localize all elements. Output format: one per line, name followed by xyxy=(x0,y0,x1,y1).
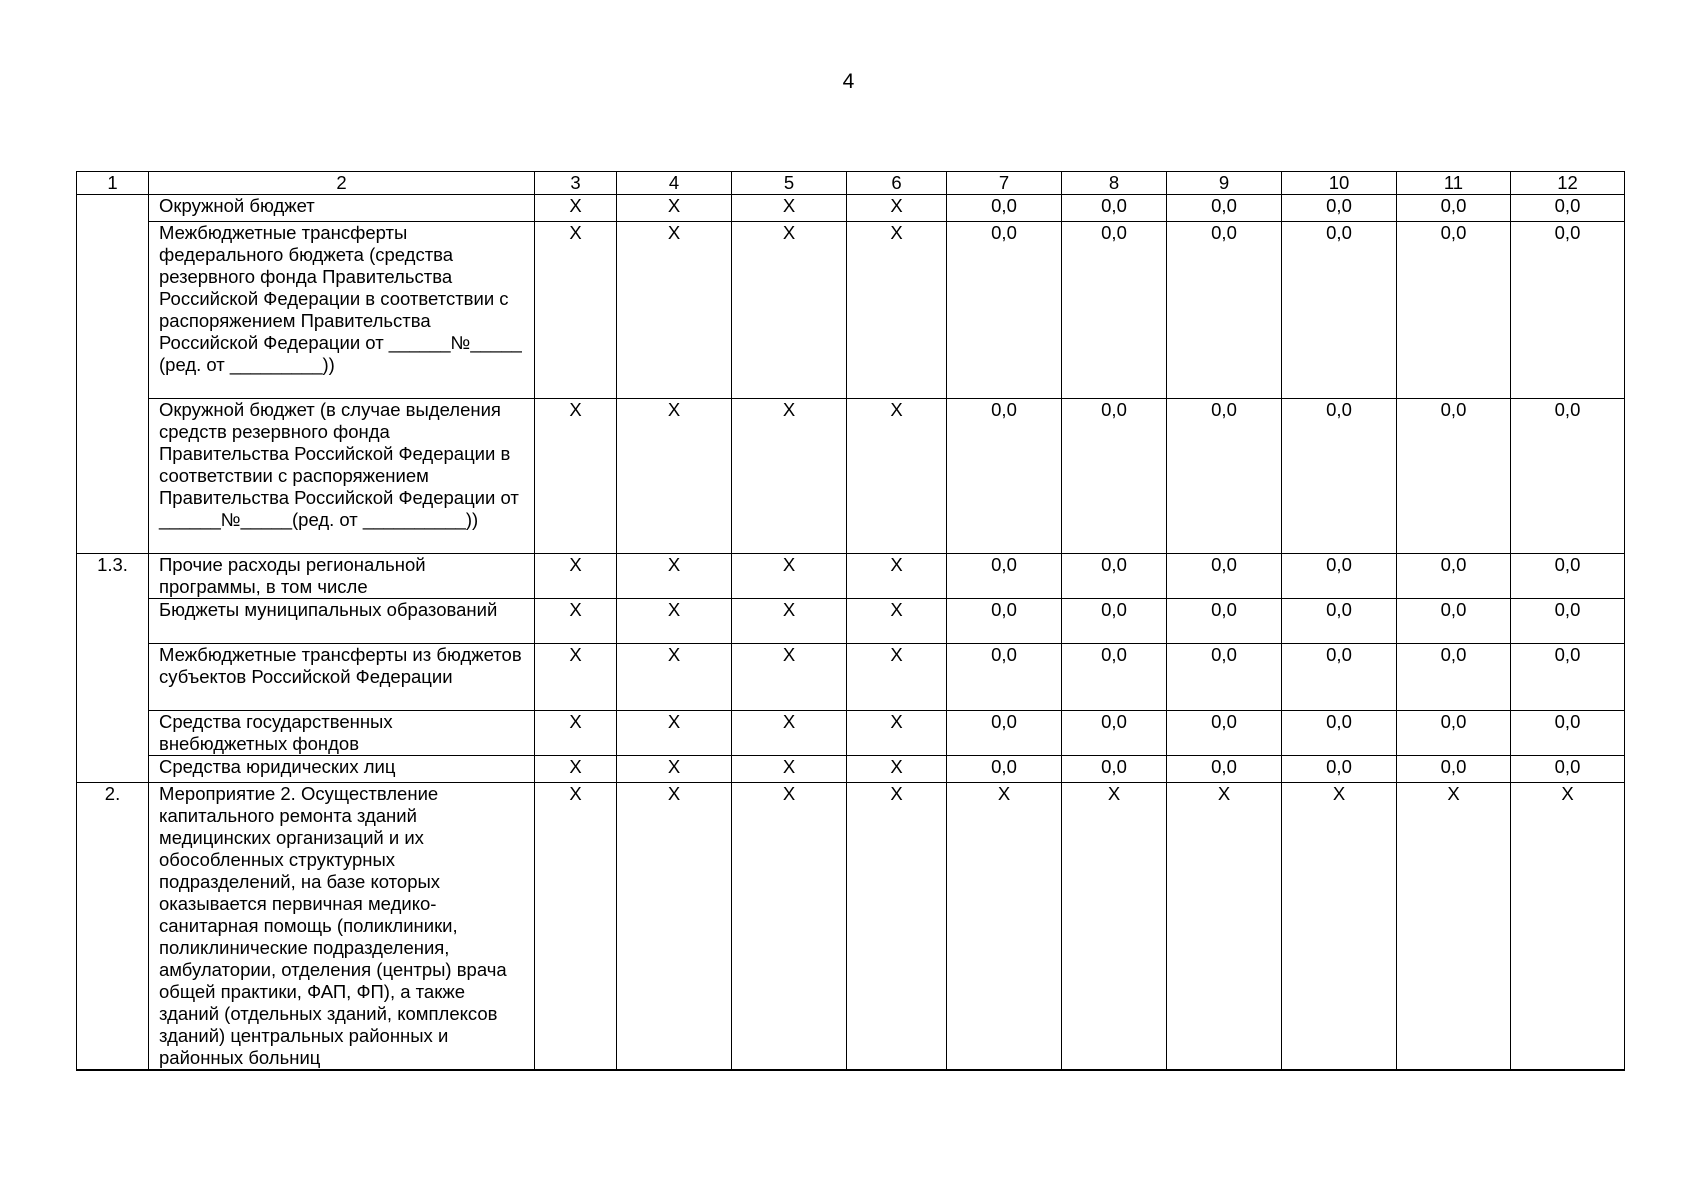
row-value-6: X xyxy=(847,756,947,783)
row-value-7: 0,0 xyxy=(947,399,1062,554)
row-value-12: 0,0 xyxy=(1511,195,1625,222)
row-name: Прочие расходы региональной программы, в том числе xyxy=(149,554,535,599)
row-value-6: X xyxy=(847,554,947,599)
row-value-10: 0,0 xyxy=(1282,599,1397,644)
row-value-8: 0,0 xyxy=(1062,711,1167,756)
row-value-12: 0,0 xyxy=(1511,756,1625,783)
header-cell-9: 9 xyxy=(1167,172,1282,195)
row-value-11: 0,0 xyxy=(1397,222,1511,399)
row-value-11: 0,0 xyxy=(1397,399,1511,554)
row-value-12: 0,0 xyxy=(1511,222,1625,399)
row-value-5: X xyxy=(732,756,847,783)
row-value-12: 0,0 xyxy=(1511,644,1625,711)
row-value-4: X xyxy=(617,756,732,783)
row-value-4: X xyxy=(617,222,732,399)
row-value-7: 0,0 xyxy=(947,195,1062,222)
header-cell-3: 3 xyxy=(535,172,617,195)
table-row xyxy=(77,756,1625,783)
row-value-6: X xyxy=(847,195,947,222)
table-row xyxy=(77,711,1625,756)
row-value-9: 0,0 xyxy=(1167,711,1282,756)
row-value-5: X xyxy=(732,222,847,399)
row-value-4: X xyxy=(617,644,732,711)
row-value-9: 0,0 xyxy=(1167,195,1282,222)
row-value-11: 0,0 xyxy=(1397,195,1511,222)
row-value-8: 0,0 xyxy=(1062,644,1167,711)
row-value-3: X xyxy=(535,783,617,1071)
row-value-3: X xyxy=(535,195,617,222)
row-name: Мероприятие 2. Осуществление капитального ремонта зданий медицинских организаций и их обособленных структурных подразделений, на базе которых оказывается первичная медико-санитарная помощь (поликлиники, поликлинические подразделения, амбулатории, отделения (центры) врача общей практики, ФАП, ФП), а также зданий (отдельных зданий, комплексов зданий) центральных районных и районных больниц xyxy=(149,783,535,1071)
row-value-11: 0,0 xyxy=(1397,756,1511,783)
row-value-7: 0,0 xyxy=(947,554,1062,599)
row-value-11: X xyxy=(1397,783,1511,1071)
row-value-5: X xyxy=(732,599,847,644)
row-number: 1.3. xyxy=(77,554,149,783)
row-number: 2. xyxy=(77,783,149,1071)
row-value-8: 0,0 xyxy=(1062,195,1167,222)
row-value-12: 0,0 xyxy=(1511,711,1625,756)
row-value-8: 0,0 xyxy=(1062,554,1167,599)
row-value-8: 0,0 xyxy=(1062,756,1167,783)
row-value-3: X xyxy=(535,711,617,756)
row-value-11: 0,0 xyxy=(1397,554,1511,599)
row-value-7: 0,0 xyxy=(947,756,1062,783)
header-cell-11: 11 xyxy=(1397,172,1511,195)
row-value-7: 0,0 xyxy=(947,222,1062,399)
row-value-4: X xyxy=(617,783,732,1071)
row-value-11: 0,0 xyxy=(1397,711,1511,756)
row-value-10: X xyxy=(1282,783,1397,1071)
row-value-9: X xyxy=(1167,783,1282,1071)
row-name: Средства государственных внебюджетных фондов xyxy=(149,711,535,756)
row-value-6: X xyxy=(847,644,947,711)
header-cell-1: 1 xyxy=(77,172,149,195)
header-cell-7: 7 xyxy=(947,172,1062,195)
table-row xyxy=(77,222,1625,399)
row-value-4: X xyxy=(617,711,732,756)
row-value-6: X xyxy=(847,599,947,644)
row-value-5: X xyxy=(732,399,847,554)
row-value-3: X xyxy=(535,554,617,599)
row-number xyxy=(77,195,149,554)
row-value-6: X xyxy=(847,399,947,554)
row-value-3: X xyxy=(535,222,617,399)
row-value-5: X xyxy=(732,644,847,711)
row-value-9: 0,0 xyxy=(1167,399,1282,554)
table-row xyxy=(77,599,1625,644)
row-value-8: X xyxy=(1062,783,1167,1071)
row-value-6: X xyxy=(847,783,947,1071)
row-value-10: 0,0 xyxy=(1282,399,1397,554)
header-row xyxy=(77,172,1625,195)
table-row xyxy=(77,783,1625,1071)
row-value-5: X xyxy=(732,783,847,1071)
header-cell-5: 5 xyxy=(732,172,847,195)
header-cell-8: 8 xyxy=(1062,172,1167,195)
budget-table xyxy=(76,171,1625,1071)
header-cell-6: 6 xyxy=(847,172,947,195)
row-value-8: 0,0 xyxy=(1062,599,1167,644)
row-value-10: 0,0 xyxy=(1282,554,1397,599)
row-value-10: 0,0 xyxy=(1282,195,1397,222)
header-cell-10: 10 xyxy=(1282,172,1397,195)
row-value-4: X xyxy=(617,599,732,644)
row-value-4: X xyxy=(617,399,732,554)
row-name: Окружной бюджет xyxy=(149,195,535,222)
row-name: Окружной бюджет (в случае выделения средств резервного фонда Правительства Российской Федерации в соответствии с распоряжением Правительства Российской Федерации от ______№_____(ред. от __________)) xyxy=(149,399,535,554)
row-value-9: 0,0 xyxy=(1167,599,1282,644)
row-name: Межбюджетные трансферты федерального бюджета (средства резервного фонда Правительства Российской Федерации в соответствии с распоряжением Правительства Российской Федерации от ______№_____ (ред. от _________)) xyxy=(149,222,535,399)
row-name: Бюджеты муниципальных образований xyxy=(149,599,535,644)
row-value-7: 0,0 xyxy=(947,599,1062,644)
row-value-8: 0,0 xyxy=(1062,222,1167,399)
row-name: Средства юридических лиц xyxy=(149,756,535,783)
row-value-9: 0,0 xyxy=(1167,222,1282,399)
header-cell-2: 2 xyxy=(149,172,535,195)
table-row xyxy=(77,399,1625,554)
row-value-9: 0,0 xyxy=(1167,554,1282,599)
row-value-6: X xyxy=(847,711,947,756)
row-value-5: X xyxy=(732,711,847,756)
row-value-10: 0,0 xyxy=(1282,711,1397,756)
table-row xyxy=(77,644,1625,711)
row-value-10: 0,0 xyxy=(1282,222,1397,399)
row-value-7: X xyxy=(947,783,1062,1071)
row-value-3: X xyxy=(535,756,617,783)
header-cell-4: 4 xyxy=(617,172,732,195)
row-value-5: X xyxy=(732,195,847,222)
row-value-7: 0,0 xyxy=(947,711,1062,756)
row-value-8: 0,0 xyxy=(1062,399,1167,554)
row-value-4: X xyxy=(617,554,732,599)
row-value-6: X xyxy=(847,222,947,399)
row-value-11: 0,0 xyxy=(1397,644,1511,711)
row-name: Межбюджетные трансферты из бюджетов субъектов Российской Федерации xyxy=(149,644,535,711)
row-value-10: 0,0 xyxy=(1282,644,1397,711)
row-value-10: 0,0 xyxy=(1282,756,1397,783)
row-value-7: 0,0 xyxy=(947,644,1062,711)
row-value-3: X xyxy=(535,599,617,644)
row-value-12: 0,0 xyxy=(1511,599,1625,644)
row-value-12: 0,0 xyxy=(1511,399,1625,554)
row-value-4: X xyxy=(617,195,732,222)
row-value-11: 0,0 xyxy=(1397,599,1511,644)
row-value-3: X xyxy=(535,644,617,711)
page-number: 4 xyxy=(842,70,855,93)
row-value-12: 0,0 xyxy=(1511,554,1625,599)
row-value-12: X xyxy=(1511,783,1625,1071)
table-row xyxy=(77,554,1625,599)
row-value-3: X xyxy=(535,399,617,554)
row-value-9: 0,0 xyxy=(1167,644,1282,711)
row-value-5: X xyxy=(732,554,847,599)
header-cell-12: 12 xyxy=(1511,172,1625,195)
row-value-9: 0,0 xyxy=(1167,756,1282,783)
table-row xyxy=(77,195,1625,222)
